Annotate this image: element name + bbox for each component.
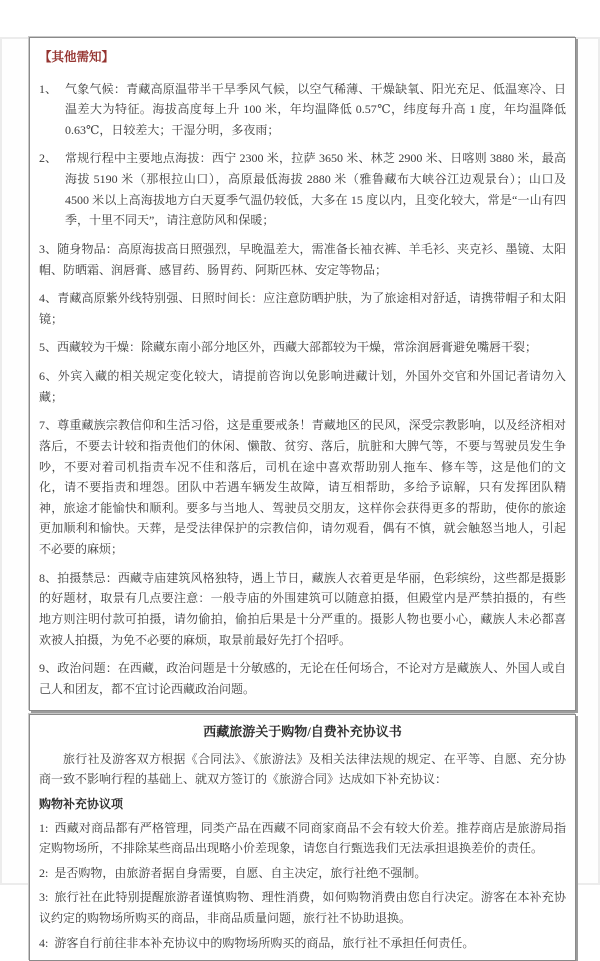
agreement-item-text: 旅行社在此特别提醒旅游者谨慎购物、理性消费，如何购物消费由您自行决定。游客在本补充协议约定的购物场所购买的商品，非商品质量问题，旅行社不协助退换。 [39,890,566,926]
agreement-title: 西藏旅游关于购物/自费补充协议书 [203,724,402,740]
agreement-item-number: 2: [39,865,49,880]
agreement-item-number: 4: [39,935,49,950]
notice-item-text: 外宾入藏的相关规定变化较大，请提前咨询以免影响进藏计划，外国外交官和外国记者请勿入藏； [39,369,566,404]
notice-item-text: 常规行程中主要地点海拔：西宁 2300 米，拉萨 3650 米、林芝 2900 米、日喀则 3880 米，最高海拔 5190 米（那根拉山口），高原最低海拔 2880 米（雅鲁藏布大峡谷江边观景台）；山口及 4500 米以上高海拔地方白天夏季气温仍较低，大多在 15 度以内，且变化较大，常是“一山有四季，十里不同天”，请注意防风和保暖； [65,151,566,228]
notice-item-text: 西藏较为干燥：除藏东南小部分地区外，西藏大部都较为干燥，常涂润唇膏避免嘴唇干裂； [57,340,538,355]
other-notices-section [29,37,576,711]
section-title-other-notices: 【其他需知】 [39,50,115,64]
notice-item-text: 尊重藏族宗教信仰和生活习俗，这是重要戒条！青藏地区的民风，深受宗教影响，以及经济相对落后，不要去计较和指责他们的休闲、懒散、贫穷、落后，肮脏和大脾气等，不要与驾驶员发生争吵，不要对着司机指责车况不佳和落后，司机在途中喜欢帮助别人拖车、修车等，这是他们的文化，请不要指责和埋怨。团队中若遇车辆发生故障，请互相帮助，多给予谅解，只有发挥团队精神，旅途才能愉快和顺利。要多与当地人、驾驶员交朋友，这样你会获得更多的帮助，使你的旅途更加顺利和愉快。天葬，是受法律保护的宗教信仰，请勿观看，偶有不慎，就会触怒当地人，引起不必要的麻烦； [39,418,566,556]
agreement-subhead: 购物补充协议项 [39,796,124,811]
agreement-item-text: 游客自行前往非本补充协议中的购物场所购买的商品，旅行社不承担任何责任。 [54,935,475,950]
shopping-agreement-section [29,714,576,961]
notice-item-number: 1、 [39,81,58,96]
agreement-item-text: 西藏对商品都有严格管理，同类产品在西藏不同商家商品不会有较大价差。推荐商店是旅游局指定购物场所，不排除某些商品出现略小价差现象，请您自行甄选我们无法承担退换差价的责任。 [39,820,566,856]
notice-item [39,239,566,280]
notice-item [39,366,566,407]
agreement-item-text: 是否购物，由旅游者据自身需要，自愿、自主决定，旅行社绝不强制。 [54,865,427,880]
notice-item [39,148,566,231]
agreement-item [39,818,566,859]
notice-item [39,658,566,699]
notice-item-text: 气象气候：青藏高原温带半干旱季风气候，以空气稀薄、干燥缺氧、阳光充足、低温寒冷、日温差大为特征。海拔高度每上升 100 米，年均温降低 0.57℃，纬度每升高 1 度，年均温降低 0.63℃，日较差大；干湿分明，多夜雨； [65,81,566,137]
agreement-item [39,887,566,928]
notice-item-number: 4、 [39,291,58,306]
notice-item-number: 6、 [39,369,58,383]
agreement-intro: 旅行社及游客双方根据《合同法》、《旅游法》及相关法律法规的规定、在平等、自愿、充分协商一致不影响行程的基础上、就双方签订的《旅游合同》达成如下补充协议： [39,751,566,787]
agreement-item [39,863,566,884]
document-page [0,37,600,950]
notice-item [39,337,566,358]
notice-item-text: 随身物品：高原海拔高日照强烈，早晚温差大，需准备长袖衣裤、羊毛衫、夹克衫、墨镜、太阳帽、防晒霜、润唇膏、感冒药、肠胃药、阿斯匹林、安定等物品； [39,241,566,277]
agreement-item-number: 1: [39,820,49,835]
agreement-item [39,933,566,954]
notice-item-text: 拍摄禁忌：西藏寺庙建筑风格独特，遇上节日，藏族人衣着更是华丽，色彩缤纷，这些都是摄影的好题材，取景有几点要注意：一般寺庙的外围建筑可以随意拍摄，但殿堂内是严禁拍摄的，有些地方则注明付款可拍摄，请勿偷拍，偷拍后果是十分严重的。摄影人物也要小心，藏族人未必都喜欢被人拍摄，为免不必要的麻烦，取景前最好先打个招呼。 [39,570,566,647]
agreement-item-number: 3: [39,890,49,905]
notice-item [39,288,566,329]
notice-item-text: 青藏高原紫外线特别强、日照时间长：应注意防晒护肤，为了旅途相对舒适，请携带帽子和太阳镜； [39,291,566,326]
notice-item-number: 2、 [39,151,58,166]
notice-item-number: 5、 [39,340,58,355]
notice-item-text: 政治问题：在西藏，政治问题是十分敏感的，无论在任何场合，不论对方是藏族人、外国人或自己人和团友，都不宜讨论西藏政治问题。 [39,661,566,696]
notice-item [39,415,566,559]
notice-item [39,79,566,141]
notice-item [39,568,566,651]
notice-item-number: 7、 [39,418,58,433]
notice-item-number: 8、 [39,570,58,585]
notice-item-number: 3、 [39,241,58,256]
notice-item-number: 9、 [39,661,58,676]
